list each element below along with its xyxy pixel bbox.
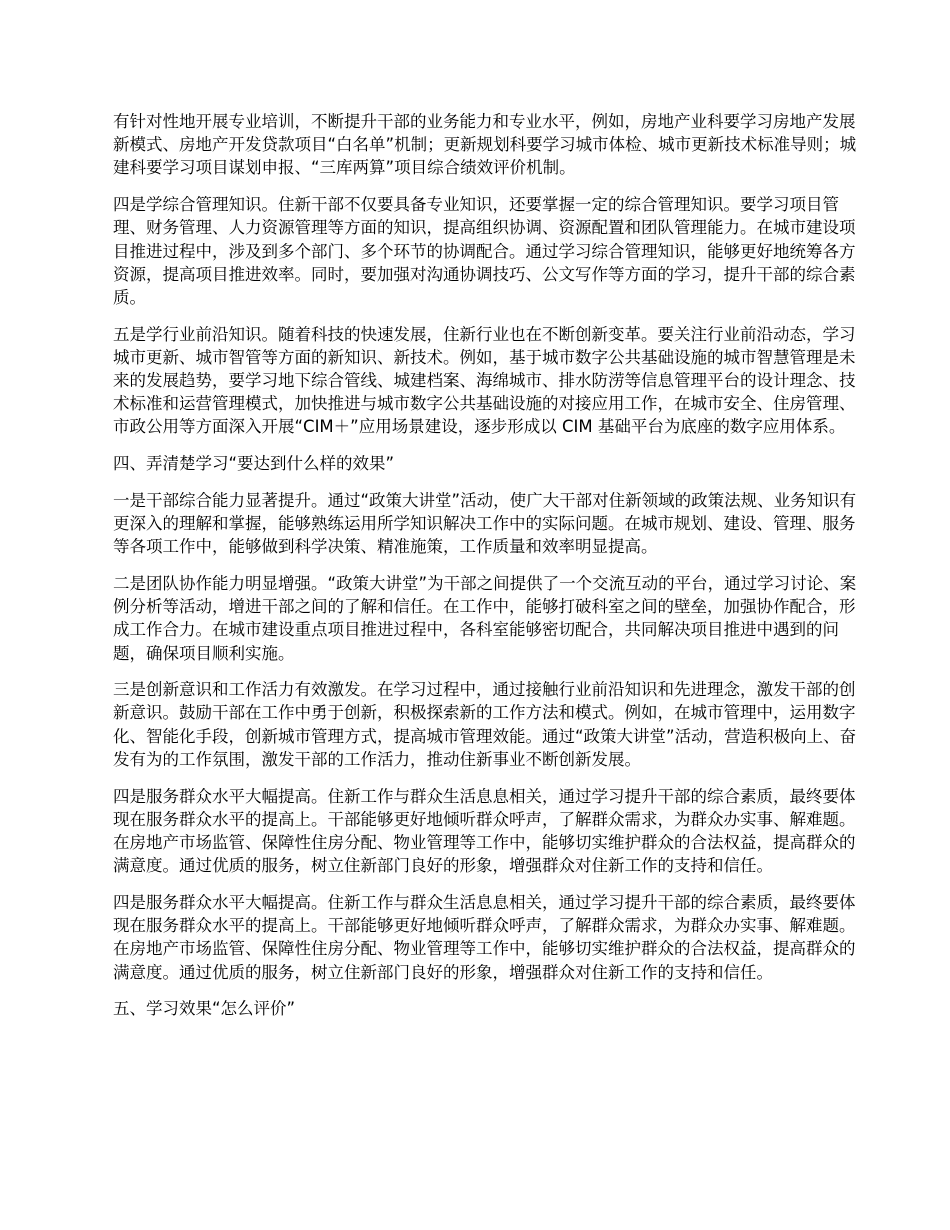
section-heading-effects: 四、弄清楚学习“要达到什么样的效果”: [113, 454, 395, 474]
paragraph-training-continuation: 有针对性地开展专业培训，不断提升干部的业务能力和专业水平，例如，房地产业科要学习房地产发展新模式、房地产开发贷款项目“白名单”机制；更新规划科要学习城市体检、城市更新技术标准导则；城建科要学习项目谋划申报、“三库两算”项目综合绩效评价机制。: [113, 112, 857, 178]
paragraph-ability-improvement: 一是干部综合能力显著提升。通过“政策大讲堂”活动，使广大干部对住新领域的政策法规、业务知识有更深入的理解和掌握，能够熟练运用所学知识解决工作中的实际问题。在城市规划、建设、管理、服务等各项工作中，能够做到科学决策、精准施策，工作质量和效率明显提高。: [113, 490, 857, 557]
paragraph-frontier-knowledge: 五是学行业前沿知识。随着科技的快速发展，住新行业也在不断创新变革。要关注行业前沿动态，学习城市更新、城市智管等方面的新知识、新技术。例如，基于城市数字公共基础设施的城市智慧管理是未来的发展趋势，要学习地下综合管线、城建档案、海绵城市、排水防涝等信息管理平台的设计理念、技术标准和运营管理模式，加快推进与城市数字公共基础设施的对接应用工作，在城市安全、住房管理、市政公用等方面深入开展“CIM＋”应用场景建设，逐步形成以 CIM 基础平台为底座的数字应用体系。: [113, 324, 856, 437]
section-heading-evaluation: 五、学习效果“怎么评价”: [113, 999, 296, 1019]
paragraph-innovation: 三是创新意识和工作活力有效激发。在学习过程中，通过接触行业前沿知识和先进理念，激发干部的创新意识。鼓励干部在工作中勇于创新，积极探索新的工作方法和模式。例如，在城市管理中，运用数字化、智能化手段，创新城市管理方式，提高城市管理效能。通过“政策大讲堂”活动，营造积极向上、奋发有为的工作氛围，激发干部的工作活力，推动住新事业不断创新发展。: [113, 680, 857, 769]
paragraph-public-service-repeat: 四是服务群众水平大幅提高。住新工作与群众生活息息相关，通过学习提升干部的综合素质，最终要体现在服务群众水平的提高上。干部能够更好地倾听群众呼声，了解群众需求，为群众办实事、解难题。在房地产市场监管、保障性住房分配、物业管理等工作中，能够切实维护群众的合法权益，提高群众的满意度。通过优质的服务，树立住新部门良好的形象，增强群众对住新工作的支持和信任。: [113, 892, 856, 982]
document-page: [113, 110, 858, 1034]
paragraph-teamwork: 二是团队协作能力明显增强。“政策大讲堂”为干部之间提供了一个交流互动的平台，通过学习讨论、案例分析等活动，增进干部之间的了解和信任。在工作中，能够打破科室之间的壁垒，加强协作配合，形成工作合力。在城市建设重点项目推进过程中，各科室能够密切配合，共同解决项目推进中遇到的问题，确保项目顺利实施。: [113, 573, 857, 663]
paragraph-management-knowledge: 四是学综合管理知识。住新干部不仅要具备专业知识，还要掌握一定的综合管理知识。要学习项目管理、财务管理、人力资源管理等方面的知识，提高组织协调、资源配置和团队管理能力。在城市建设项目推进过程中，涉及到多个部门、多个环节的协调配合。通过学习综合管理知识，能够更好地统筹各方资源，提高项目推进效率。同时，要加强对沟通协调技巧、公文写作等方面的学习，提升干部的综合素质。: [113, 195, 856, 307]
paragraph-public-service: 四是服务群众水平大幅提高。住新工作与群众生活息息相关，通过学习提升干部的综合素质，最终要体现在服务群众水平的提高上。干部能够更好地倾听群众呼声，了解群众需求，为群众办实事、解难题。在房地产市场监管、保障性住房分配、物业管理等工作中，能够切实维护群众的合法权益，提高群众的满意度。通过优质的服务，树立住新部门良好的形象，增强群众对住新工作的支持和信任。: [113, 786, 856, 876]
